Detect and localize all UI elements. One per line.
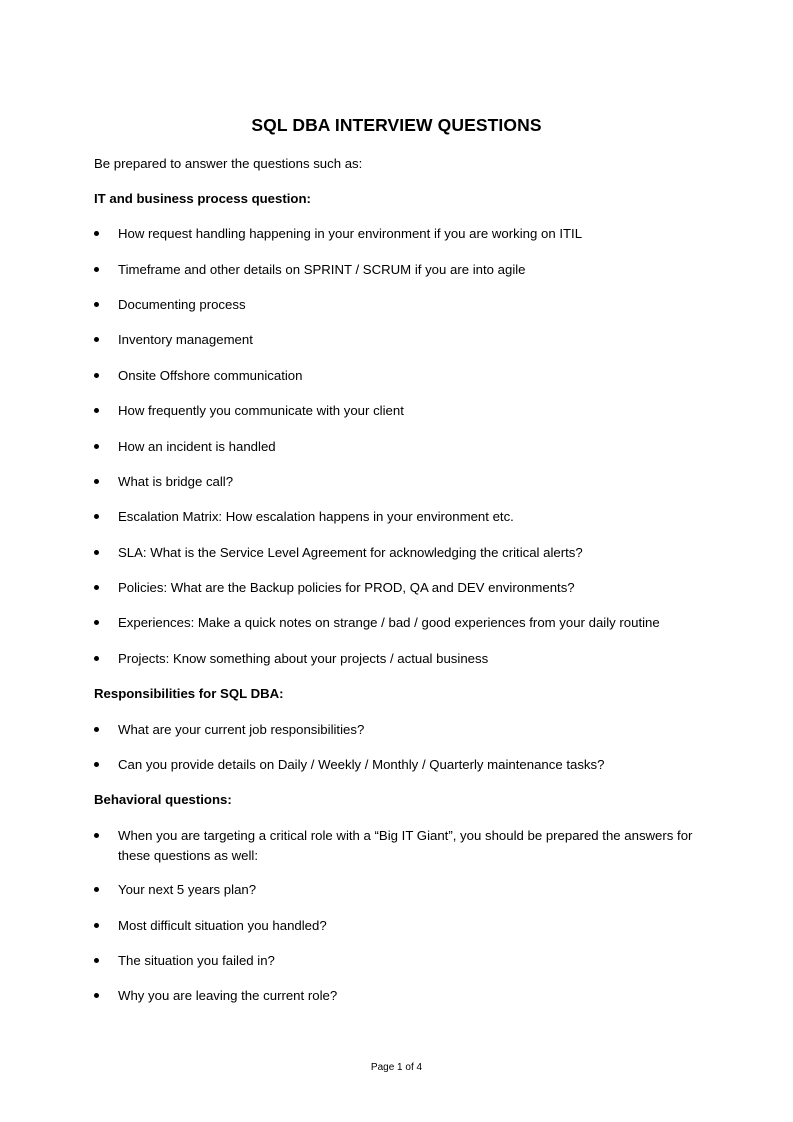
list-item-text: Escalation Matrix: How escalation happens in your environment etc. [118,509,514,524]
list-item-text: SLA: What is the Service Level Agreement for acknowledging the critical alerts? [118,545,583,560]
bullet-icon [94,993,99,998]
list-item-text: The situation you failed in? [118,953,275,968]
bullet-icon [94,923,99,928]
bullet-icon [94,479,99,484]
bullet-icon [94,762,99,767]
bullet-icon [94,887,99,892]
bullet-icon [94,267,99,272]
bullet-icon [94,833,99,838]
bullet-icon [94,408,99,413]
bullet-icon [94,514,99,519]
list-item-text: How frequently you communicate with your client [118,403,404,418]
page-footer: Page 1 of 4 [370,1062,423,1073]
list-item-text: How an incident is handled [118,439,276,454]
list-item-text: When you are targeting a critical role with a “Big IT Giant”, you should be prepared the answers for these questions as well: [118,828,693,863]
list-item-text: Inventory management [118,332,253,347]
list-item-text: Onsite Offshore communication [118,368,303,383]
list-item-text: How request handling happening in your environment if you are working on ITIL [118,226,583,241]
list-item-text: Projects: Know something about your projects / actual business [118,651,489,666]
bullet-icon [94,231,99,236]
list-item-text: Experiences: Make a quick notes on strange / bad / good experiences from your daily routine [118,615,660,630]
page-title: SQL DBA INTERVIEW QUESTIONS [251,115,542,135]
bullet-icon [94,585,99,590]
bullet-icon [94,550,99,555]
list-item-text: What is bridge call? [118,474,234,489]
section-heading-it-business: IT and business process question: [94,191,311,206]
bullet-icon [94,337,99,342]
bullet-icon [94,620,99,625]
bullet-icon [94,373,99,378]
list-item-text: Documenting process [118,297,246,312]
bullet-icon [94,958,99,963]
list-item-text: Policies: What are the Backup policies for PROD, QA and DEV environments? [118,580,575,595]
list-item-text: Most difficult situation you handled? [118,918,327,933]
list-item-text: Can you provide details on Daily / Weekly / Monthly / Quarterly maintenance tasks? [118,757,605,772]
bullet-icon [94,444,99,449]
list-item-text: Your next 5 years plan? [118,882,257,897]
intro-text: Be prepared to answer the questions such as: [94,156,363,171]
list-item-text: What are your current job responsibilities? [118,722,365,737]
bullet-icon [94,302,99,307]
section-heading-responsibilities: Responsibilities for SQL DBA: [94,686,284,701]
list-item-text: Timeframe and other details on SPRINT / SCRUM if you are into agile [118,262,526,277]
bullet-icon [94,727,99,732]
bullet-icon [94,656,99,661]
section-heading-behavioral: Behavioral questions: [94,792,232,807]
list-item-text: Why you are leaving the current role? [118,988,338,1003]
